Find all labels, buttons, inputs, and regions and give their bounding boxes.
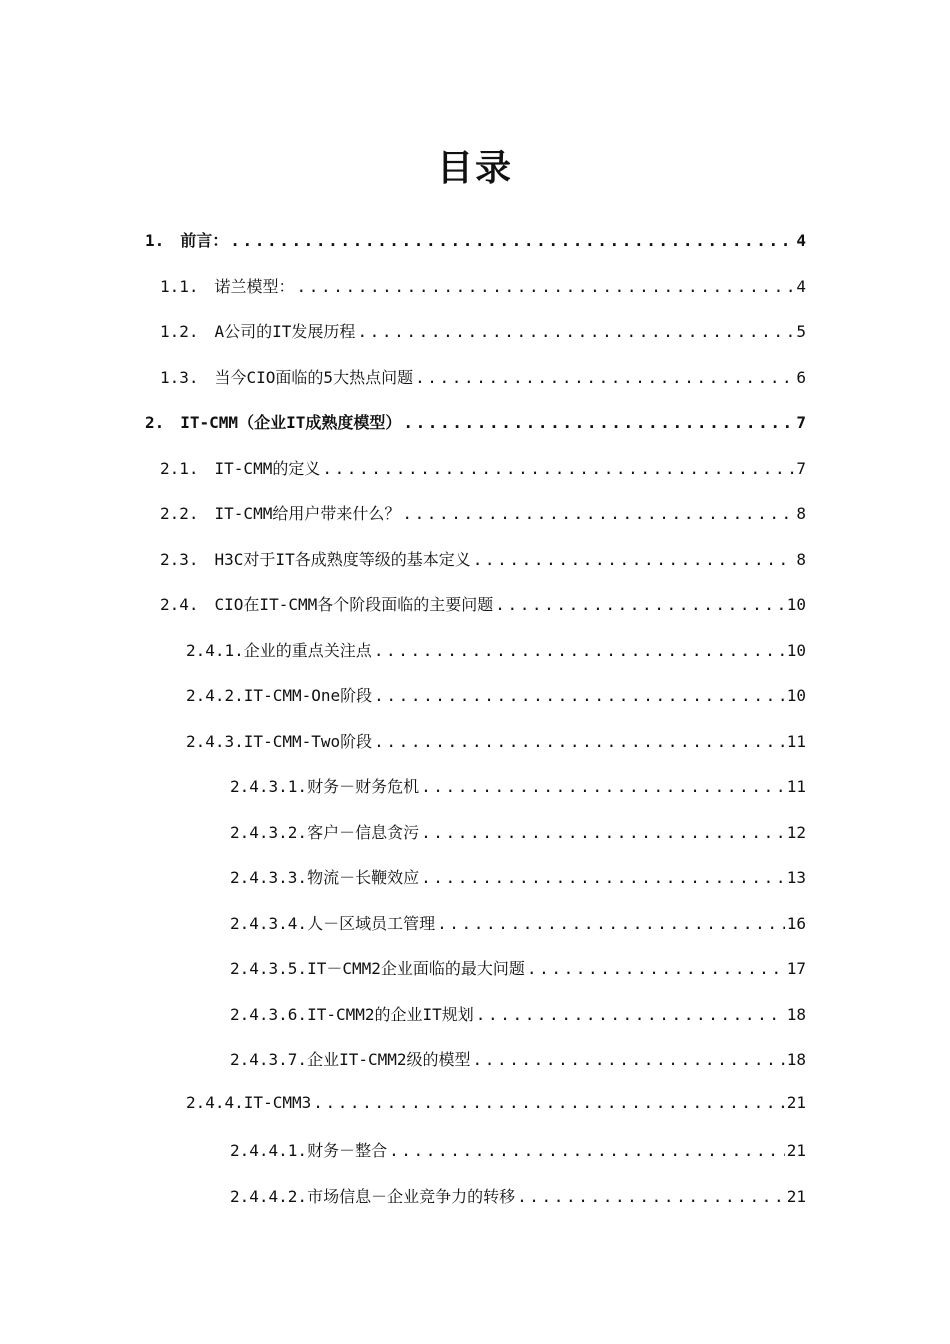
toc-entry-number: 2.4.1. bbox=[186, 640, 244, 660]
dot-leader bbox=[403, 413, 794, 432]
dot-leader bbox=[476, 1005, 785, 1024]
toc-entry-number: 2.4.4.1. bbox=[230, 1141, 308, 1160]
toc-entry-number: 1.2. bbox=[160, 322, 199, 341]
dot-leader bbox=[495, 595, 785, 614]
toc-entry-number: 2.4.3.3. bbox=[230, 868, 308, 887]
toc-entry-number: 2.4.3.2. bbox=[230, 822, 308, 842]
toc-entry-page-number: 7 bbox=[796, 458, 806, 478]
toc-entry-page-number: 16 bbox=[786, 913, 806, 933]
toc-entry-page-number: 17 bbox=[786, 959, 806, 978]
toc-entry-page-number: 4 bbox=[796, 231, 806, 250]
toc-entry-title: 诺兰模型： bbox=[214, 276, 295, 296]
toc-entry-number: 2.4.3.7. bbox=[230, 1050, 308, 1069]
toc-entry-title: 人－区域员工管理 bbox=[307, 913, 436, 933]
toc-entry-page-number: 5 bbox=[796, 322, 806, 341]
toc-entry-number: 2.4.3.6. bbox=[230, 1004, 308, 1024]
toc-entry[interactable] bbox=[0, 228, 950, 274]
dot-leader bbox=[357, 322, 794, 341]
toc-entry-page-number: 13 bbox=[786, 868, 806, 887]
toc-entry-page-number: 7 bbox=[796, 413, 806, 432]
toc-entry-page-number: 11 bbox=[786, 777, 806, 796]
toc-entry-number: 2.4.3. bbox=[186, 731, 244, 751]
toc-entry-title: IT-CMM-One阶段 bbox=[243, 686, 373, 705]
toc-entry[interactable] bbox=[0, 638, 950, 684]
toc-entry[interactable] bbox=[0, 274, 950, 320]
dot-leader bbox=[402, 504, 794, 523]
toc-entry-title: 财务－整合 bbox=[307, 1141, 388, 1160]
toc-entry[interactable] bbox=[0, 729, 950, 775]
toc-entry-number: 2.4.2. bbox=[186, 686, 244, 705]
toc-entry[interactable] bbox=[0, 365, 950, 411]
toc-entry-number: 1. bbox=[145, 231, 165, 250]
dot-leader bbox=[322, 459, 794, 478]
toc-entry-title: IT-CMM2的企业IT规划 bbox=[307, 1004, 474, 1024]
toc-entry[interactable] bbox=[0, 774, 950, 820]
toc-entry-page-number: 10 bbox=[786, 595, 806, 614]
toc-entry[interactable] bbox=[0, 456, 950, 502]
toc-entry-title: IT-CMM（企业IT成熟度模型） bbox=[180, 413, 402, 432]
toc-entry-title: 企业的重点关注点 bbox=[243, 640, 372, 660]
dot-leader bbox=[517, 1187, 785, 1206]
dot-leader bbox=[421, 823, 785, 842]
toc-entry-title: 企业IT-CMM2级的模型 bbox=[307, 1050, 471, 1069]
table-of-contents bbox=[0, 228, 950, 1229]
toc-entry-page-number: 4 bbox=[796, 276, 806, 296]
toc-entry[interactable] bbox=[0, 1093, 950, 1139]
dot-leader bbox=[421, 868, 785, 887]
toc-entry-page-number: 12 bbox=[786, 822, 806, 842]
toc-entry-page-number: 18 bbox=[786, 1050, 806, 1069]
toc-entry-title: IT－CMM2企业面临的最大问题 bbox=[307, 959, 525, 978]
toc-entry[interactable] bbox=[0, 410, 950, 456]
toc-entry-title: CIO在IT-CMM各个阶段面临的主要问题 bbox=[214, 595, 494, 614]
toc-entry[interactable] bbox=[0, 683, 950, 729]
toc-entry-title: H3C对于IT各成熟度等级的基本定义 bbox=[214, 549, 471, 569]
toc-entry[interactable] bbox=[0, 547, 950, 593]
dot-leader bbox=[473, 550, 795, 569]
toc-entry-number: 2.3. bbox=[160, 549, 199, 569]
dot-leader bbox=[313, 1093, 785, 1112]
page-title: 目录 bbox=[436, 148, 513, 189]
toc-entry[interactable] bbox=[0, 1047, 950, 1093]
toc-entry[interactable] bbox=[0, 820, 950, 866]
toc-entry-number: 2.4.3.5. bbox=[230, 959, 308, 978]
toc-entry-title: 物流－长鞭效应 bbox=[307, 868, 420, 887]
dot-leader bbox=[415, 368, 794, 387]
toc-entry-page-number: 21 bbox=[786, 1092, 806, 1112]
toc-entry-page-number: 8 bbox=[796, 504, 806, 523]
toc-entry-number: 2.4.3.1. bbox=[230, 777, 308, 796]
toc-entry-title: 前言： bbox=[180, 231, 229, 250]
toc-entry-page-number: 10 bbox=[786, 640, 806, 660]
toc-entry-number: 2.1. bbox=[160, 458, 199, 478]
toc-entry-page-number: 21 bbox=[786, 1186, 806, 1206]
toc-entry-title: 当今CIO面临的5大热点问题 bbox=[214, 367, 414, 387]
toc-entry[interactable] bbox=[0, 1184, 950, 1230]
toc-entry[interactable] bbox=[0, 911, 950, 957]
toc-entry-title: A公司的IT发展历程 bbox=[214, 322, 356, 341]
toc-entry[interactable] bbox=[0, 1138, 950, 1184]
toc-entry-number: 2.4.4.2. bbox=[230, 1186, 308, 1206]
toc-entry-number: 1.3. bbox=[160, 367, 199, 387]
toc-entry-title: 市场信息－企业竞争力的转移 bbox=[307, 1186, 516, 1206]
dot-leader bbox=[374, 686, 785, 705]
toc-entry[interactable] bbox=[0, 592, 950, 638]
toc-entry[interactable] bbox=[0, 501, 950, 547]
dot-leader bbox=[527, 959, 785, 978]
dot-leader bbox=[230, 231, 794, 250]
dot-leader bbox=[297, 277, 795, 296]
dot-leader bbox=[473, 1050, 785, 1069]
toc-entry-title: IT-CMM3 bbox=[243, 1092, 312, 1112]
dot-leader bbox=[421, 777, 785, 796]
toc-entry-number: 2. bbox=[145, 413, 165, 432]
dot-leader bbox=[389, 1141, 785, 1160]
toc-entry-number: 2.4.4. bbox=[186, 1092, 244, 1112]
toc-entry[interactable] bbox=[0, 956, 950, 1002]
toc-entry-title: IT-CMM的定义 bbox=[214, 458, 321, 478]
dot-leader bbox=[437, 914, 785, 933]
toc-entry-title: 客户－信息贪污 bbox=[307, 822, 420, 842]
toc-entry-page-number: 8 bbox=[796, 549, 806, 569]
toc-entry-page-number: 21 bbox=[786, 1141, 806, 1160]
toc-entry-number: 2.4.3.4. bbox=[230, 913, 308, 933]
toc-entry-title: IT-CMM-Two阶段 bbox=[243, 731, 373, 751]
toc-entry[interactable] bbox=[0, 319, 950, 365]
toc-entry-number: 1.1. bbox=[160, 276, 199, 296]
toc-entry-title: 财务－财务危机 bbox=[307, 777, 420, 796]
dot-leader bbox=[374, 641, 785, 660]
toc-entry-page-number: 10 bbox=[786, 686, 806, 705]
toc-entry-title: IT-CMM给用户带来什么？ bbox=[214, 504, 401, 523]
dot-leader bbox=[374, 732, 785, 751]
toc-entry[interactable] bbox=[0, 865, 950, 911]
toc-entry-number: 2.4. bbox=[160, 595, 199, 614]
toc-entry-page-number: 6 bbox=[796, 367, 806, 387]
toc-entry-page-number: 18 bbox=[786, 1004, 806, 1024]
toc-entry-page-number: 11 bbox=[786, 731, 806, 751]
toc-entry[interactable] bbox=[0, 1002, 950, 1048]
toc-entry-number: 2.2. bbox=[160, 504, 199, 523]
